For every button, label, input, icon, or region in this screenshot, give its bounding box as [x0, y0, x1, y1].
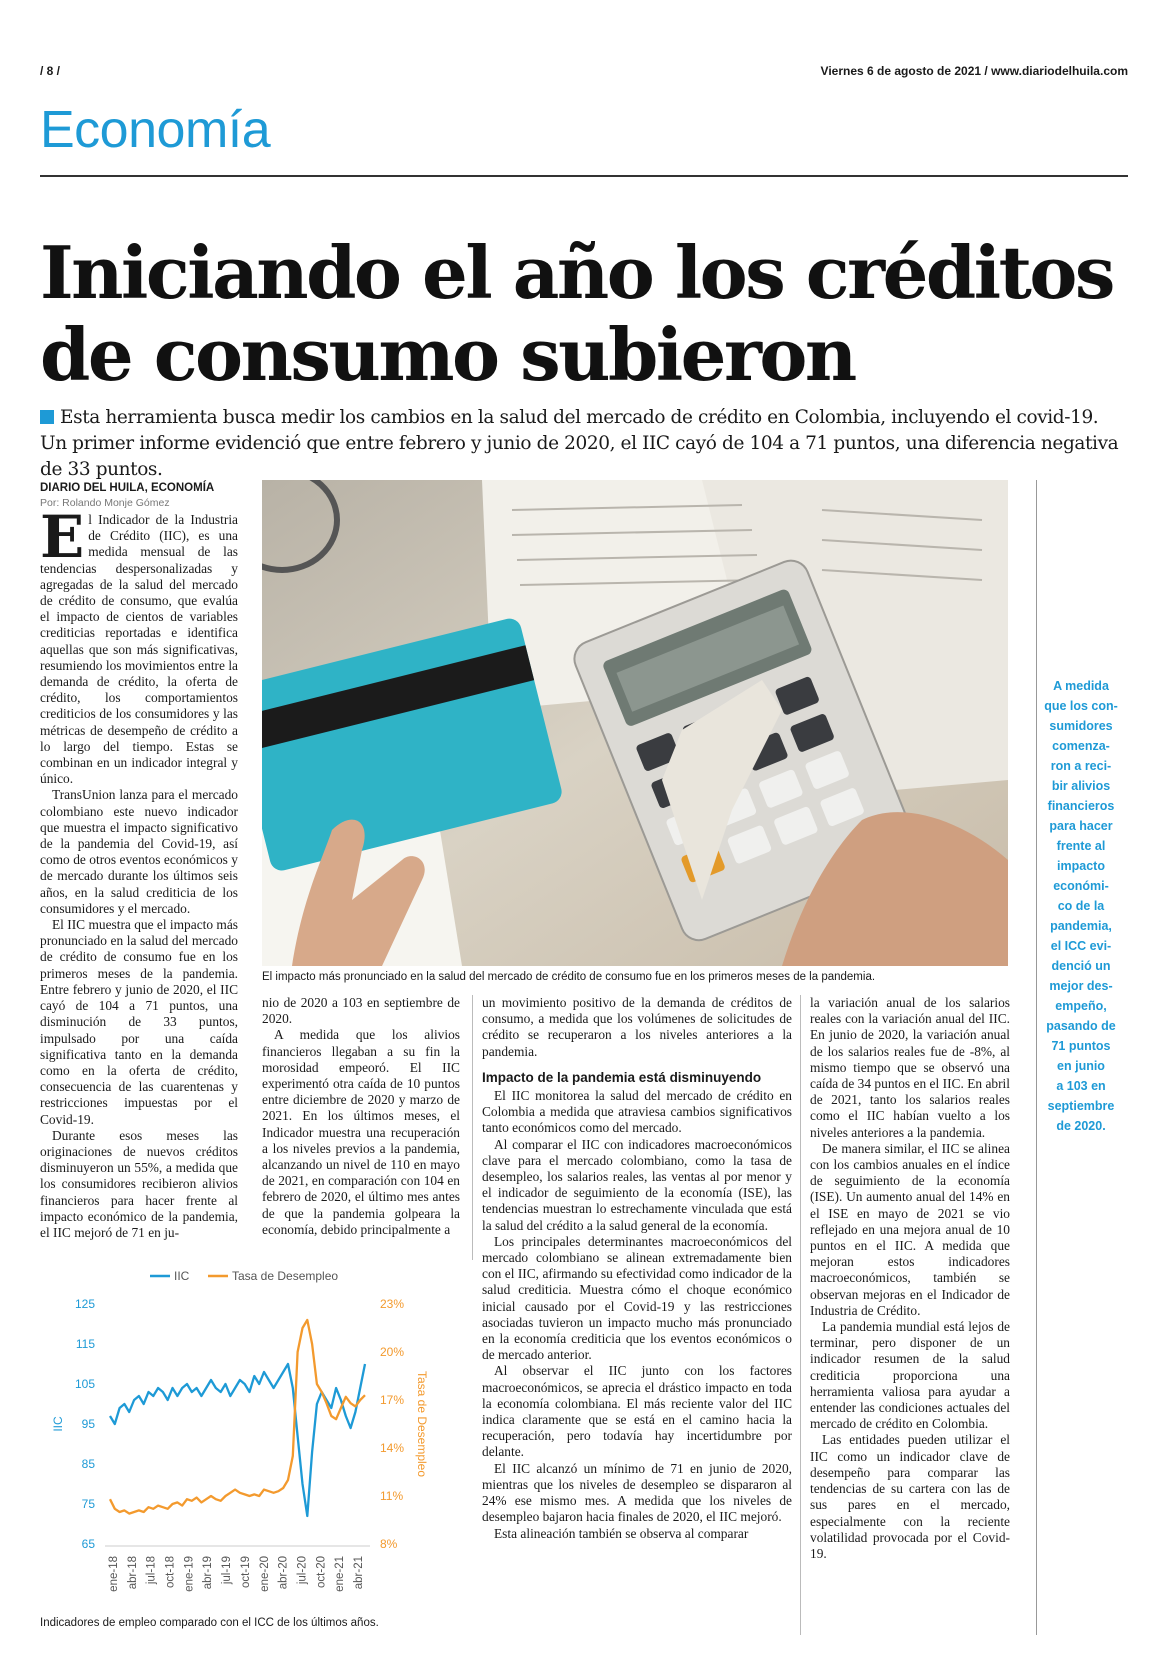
photo-caption: El impacto más pronunciado en la salud del mercado de crédito de consumo fue en los primeros meses de la pandemia.: [262, 971, 876, 983]
chart-svg: [40, 1262, 460, 1612]
x-tick-label: ene-20: [258, 1556, 271, 1592]
y2-tick-label: 23%: [380, 1297, 405, 1311]
issue-date: Viernes 6 de agosto de 2021: [820, 64, 982, 78]
paragraph: El IIC muestra que el impacto más pronunciado en la salud del mercado de crédito de consumo fue en los primeros meses de la pandemia. Entre febrero y junio de 2020, el IIC cayó de 104 a 71 puntos, una disminución de 33 puntos, impulsado por una caída significativa tanto en la demanda como en la oferta de crédito, consecuencia de las cuarentenas y restricciones impuestas por el Covid-19.: [40, 917, 238, 1127]
paragraph: TransUnion lanza para el mercado colombiano este nuevo indicador que muestra el impacto significativo de la pandemia del Covid-19, así como de otros eventos económicos y de mercado durante los últimos seis años, en la salud crediticia de los consumidores y el mercado.: [40, 787, 238, 916]
article-column-3: [482, 995, 792, 1542]
subhead: [40, 405, 1130, 483]
pull-quote-line: financieros: [1047, 799, 1115, 813]
pull-quote-line: empeño,: [1055, 999, 1107, 1013]
y2-tick-label: 8%: [380, 1537, 398, 1551]
pull-quote-line: denció un: [1051, 959, 1111, 973]
section-subtitle: Impacto de la pandemia está disminuyendo: [482, 1069, 762, 1085]
y2-axis-label: Tasa de Desempleo: [415, 1370, 429, 1478]
y2-tick-label: 14%: [380, 1441, 405, 1455]
x-tick-label: ene-19: [183, 1556, 196, 1592]
headline-line-2: de consumo subieron: [40, 312, 855, 397]
drop-cap: E: [40, 503, 85, 571]
x-tick-label: ene-21: [334, 1556, 347, 1592]
calculator-card-illustration: [262, 480, 1008, 966]
pull-quote-line: el ICC evi-: [1050, 939, 1112, 953]
pull-quote-line: a 103 en: [1056, 1079, 1106, 1093]
series-line-unemployment: [110, 1320, 365, 1514]
y-axis-label: IIC: [51, 1416, 65, 1432]
pull-quote-line: que los con-: [1044, 699, 1118, 713]
article-photo: [262, 480, 1008, 966]
paragraph: A medida que los alivios financieros llegaban a su fin la morosidad empeoró. El IIC experimentó otra caída de 10 puntos entre diciembre de 2020 y marzo de 2021. En los últimos meses, el Indicador muestra una recuperación a los niveles previos a la pandemia, alcanzando un nivel de 110 en mayo de 2021, en comparación con 104 en febrero de 2020, el último mes antes de que la pandemia golpeara la economía, debido principalmente a: [262, 1027, 460, 1237]
y2-tick-label: 17%: [380, 1393, 405, 1407]
page-number: / 8 /: [40, 64, 61, 78]
paragraph: Durante esos meses las originaciones de nuevos créditos disminuyeron un 55%, a medida que los consumidores recibieron alivios financieros para hacer frente al impacto económico de la pandemia, el IIC mejoró de 71 en ju-: [40, 1127, 238, 1240]
pull-quote-line: A medida: [1053, 679, 1109, 693]
byline-source: DIARIO DEL HUILA, ECONOMÍA: [40, 482, 215, 494]
x-tick-label: jul-18: [145, 1556, 158, 1585]
section-rule: [40, 175, 1128, 177]
pull-quote-line: de 2020.: [1056, 1119, 1106, 1133]
section-title: Economía: [40, 101, 271, 159]
pull-quote-line: comenza-: [1052, 739, 1110, 753]
legend-label: IIC: [174, 1269, 190, 1283]
article-column-4: [810, 995, 1010, 1562]
pull-quote-line: impacto: [1057, 859, 1105, 873]
paragraph: la variación anual de los salarios reales con la variación anual del IIC. En junio de 2020, la variación anual de los salarios reales fue de -8%, al mismo tiempo que se observó una caída de 34 puntos en el IIC. En abril de 2021, tanto los salarios reales como el IIC habían vuelto a los niveles anteriores a la pandemia.: [810, 995, 1010, 1140]
byline-author: Por: Rolando Monje Gómez: [40, 497, 170, 509]
paragraph: un movimiento positivo de la demanda de créditos de consumo, a medida que los volúmenes de solicitudes de crédito se recuperaron a los niveles anteriores a la pandemia.: [482, 995, 792, 1059]
unemployment-chart: [40, 1262, 460, 1612]
pull-quote-line: frente al: [1056, 839, 1106, 853]
pull-quote-line: pasando de: [1046, 1019, 1116, 1033]
paragraph: l Indicador de la Industria de Crédito (IIC), es una medida mensual de las tendencias despersonalizadas y agregadas de la salud del mercado de crédito de consumo, que evalúa el impacto de cientos de variables crediticias reportadas e identifica aquellas que son más significativas, resumiendo los movimientos entre la demanda de crédito, la oferta de crédito, los comportamientos crediticios de los consumidores y las métricas de desempeño de crédito a lo largo del tiempo. Estas se combinan en un indicador integral y único.: [40, 512, 238, 787]
x-tick-label: jul-20: [296, 1556, 309, 1585]
page-header-right: [821, 64, 1128, 78]
paragraph: Los principales determinantes macroeconómicos del mercado colombiano se alinean extremadamente bien con el IIC, afirmando su efectividad como indicador de la salud crediticia. Muestra cómo el choque económico inicial causado por el Covid-19 y las restricciones asociadas tuvieron un impacto mucho más pronunciado en la economía crediticia que los eventos económicos o de mercado anterior.: [482, 1233, 792, 1363]
y-tick-label: 75: [81, 1497, 95, 1511]
column-divider: [800, 995, 801, 1635]
pull-quote-line: económi-: [1053, 879, 1109, 893]
paragraph: nio de 2020 a 103 en septiembre de 2020.: [262, 995, 460, 1027]
pull-quote-line: sumidores: [1049, 719, 1113, 733]
paragraph: La pandemia mundial está lejos de terminar, pero disponer de un indicador resumen de la salud crediticia proporciona una herramienta valiosa para ayudar a entender las condiciones actuales del mercado de crédito en Colombia.: [810, 1319, 1010, 1432]
x-tick-label: ene-18: [108, 1556, 120, 1592]
column-divider: [472, 995, 473, 1260]
paragraph: El IIC monitorea la salud del mercado de crédito en Colombia a medida que atraviesa cambios significativos tanto económicos como del mercado.: [482, 1088, 792, 1136]
pull-quote-line: mejor des-: [1049, 979, 1113, 993]
pull-quote-line: co de la: [1057, 899, 1105, 913]
y2-tick-label: 20%: [380, 1345, 405, 1359]
series-line-iic: [110, 1364, 365, 1516]
paragraph: Al observar el IIC junto con los factores macroeconómicos, se aprecia el drástico impacto en toda la economía colombiana. El más reciente valor del IIC indica claramente que se está en el camino hacia la recuperación, pero todavía hay incertidumbre por delante.: [482, 1363, 792, 1460]
x-tick-label: abr-20: [277, 1556, 290, 1590]
pull-quote-line: en junio: [1057, 1059, 1105, 1073]
x-tick-label: oct-18: [164, 1556, 177, 1588]
pull-quote-line: pandemia,: [1050, 919, 1112, 933]
y-tick-label: 105: [74, 1377, 95, 1391]
header-separator: /: [981, 64, 992, 78]
pull-quote-line: 71 puntos: [1051, 1039, 1111, 1053]
y2-tick-label: 11%: [380, 1489, 404, 1503]
legend-label: Tasa de Desempleo: [232, 1269, 339, 1283]
pull-quote: [1036, 676, 1126, 1136]
site-url[interactable]: www.diariodelhuila.com: [991, 64, 1128, 78]
y-tick-label: 125: [74, 1297, 95, 1311]
pull-quote-line: bir alivios: [1051, 779, 1111, 793]
x-tick-label: oct-19: [239, 1556, 252, 1588]
x-tick-label: abr-19: [202, 1556, 215, 1590]
headline-line-1: Iniciando el año los créditos: [40, 230, 1113, 315]
blue-square-icon: [40, 410, 54, 424]
x-tick-label: abr-21: [353, 1556, 365, 1590]
y-tick-label: 85: [81, 1457, 95, 1471]
x-tick-label: abr-18: [126, 1556, 139, 1590]
y-tick-label: 115: [75, 1337, 95, 1351]
chart-caption: Indicadores de empleo comparado con el ICC de los últimos años.: [40, 1617, 379, 1629]
pull-quote-line: ron a reci-: [1050, 759, 1112, 773]
paragraph: Al comparar el IIC con indicadores macroeconómicos clave para el mercado colombiano, como la tasa de desempleo, los salarios reales, las ventas al por menor y el indicador de seguimiento de la economía (ISE), las tendencias muestran lo estrechamente vinculada que está la salud del crédito a la salud general de la economía.: [482, 1136, 792, 1233]
y-tick-label: 65: [81, 1537, 95, 1551]
x-tick-label: oct-20: [315, 1556, 328, 1588]
pull-quote-line: para hacer: [1049, 819, 1113, 833]
pull-quote-line: septiembre: [1047, 1099, 1115, 1113]
y-tick-label: 95: [81, 1417, 95, 1431]
paragraph: De manera similar, el IIC se alinea con los cambios anuales en el índice de seguimiento de la economía (ISE). Un aumento anual del 14% en el ISE en mayo de 2021 se vio reflejado en una mejora anual de 10 puntos en el IIC. A medida que mejoran estos indicadores macroeconómicos, también se observan mejoras en el Indicador de Industria de Crédito.: [810, 1140, 1010, 1318]
article-column-2: [262, 995, 460, 1238]
paragraph: Esta alineación también se observa al comparar: [494, 1525, 749, 1541]
paragraph: El IIC alcanzó un mínimo de 71 en junio de 2020, mientras que los niveles de desempleo se dispararon al 24% ese mismo mes. A medida que los niveles de desempleo bajaron hacia finales de 2020, el IIC mejoró.: [482, 1460, 792, 1525]
x-tick-label: jul-19: [221, 1556, 234, 1585]
headline: [40, 232, 1140, 396]
subhead-text: Esta herramienta busca medir los cambios en la salud del mercado de crédito en Colombia, incluyendo el covid-19. Un primer informe evidenció que entre febrero y junio de 2020, el IIC cayó de 104 a 71 puntos, una diferencia negativa de 33 puntos.: [40, 407, 1119, 480]
paragraph: Las entidades pueden utilizar el IIC como un indicador clave de desempeño para comparar las tendencias de su cartera con las de sus pares en el mercado, especialmente con la reciente volatilidad provocada por el Covid-19.: [810, 1432, 1010, 1561]
